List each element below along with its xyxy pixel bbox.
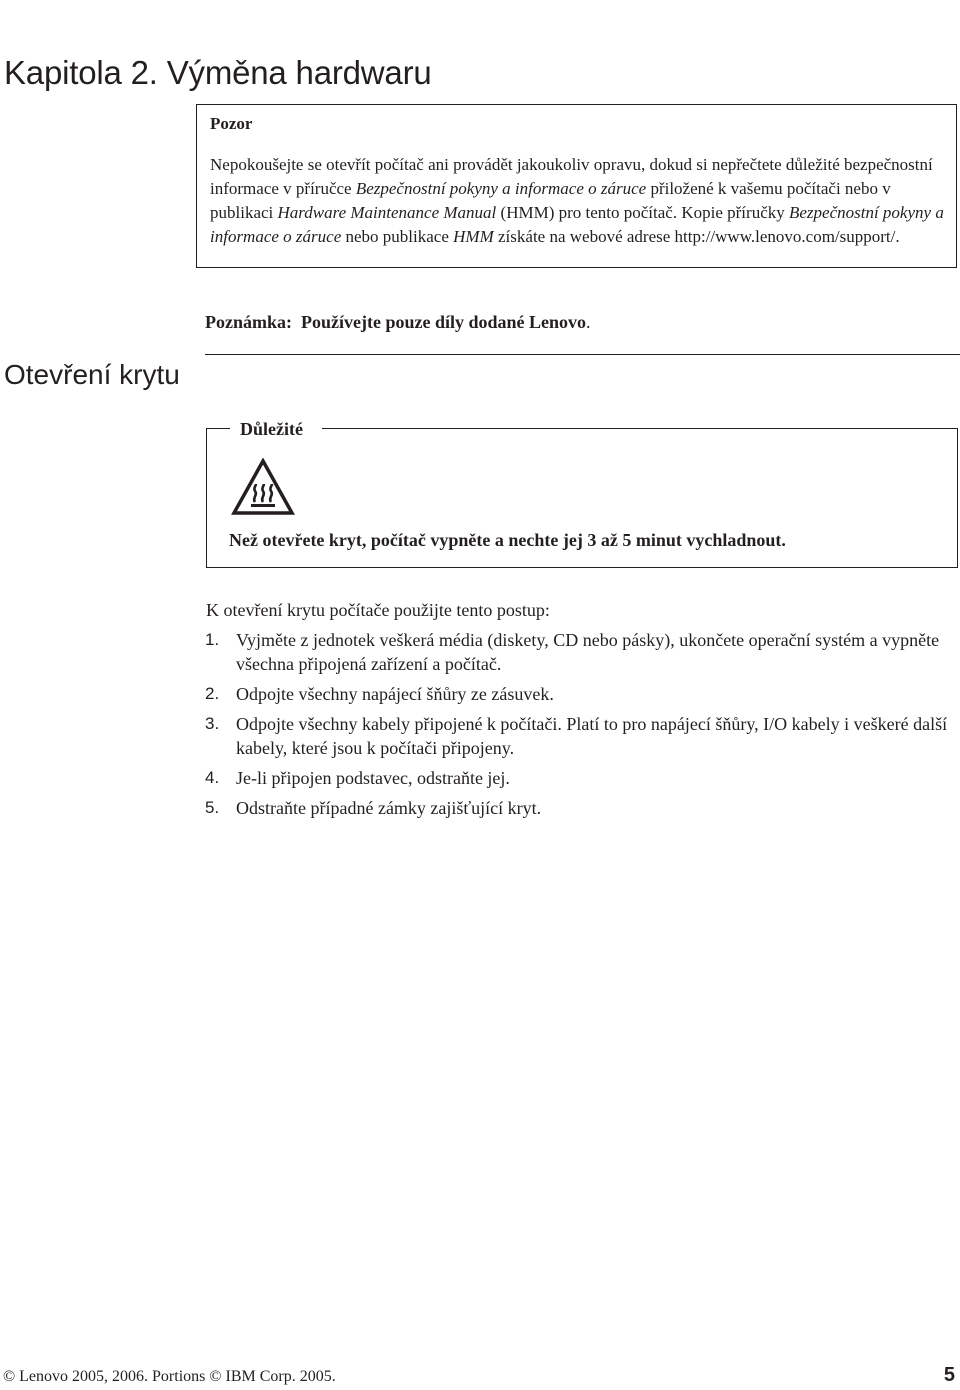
attention-text-part: HMM (453, 227, 494, 246)
page-number: 5 (943, 1364, 955, 1386)
cooling-warning: Než otevřete kryt, počítač vypněte a nechte jej 3 až 5 minut vychladnout. (229, 530, 786, 550)
attention-text-part: Hardware Maintenance Manual (277, 203, 497, 222)
chapter-title: Kapitola 2. Výměna hardwaru (4, 54, 432, 91)
attention-text-part: nebo publikace (341, 227, 454, 246)
step-number: 5. (205, 798, 220, 817)
section-divider (205, 354, 960, 355)
attention-text (210, 153, 945, 249)
footer-copyright: © Lenovo 2005, 2006. Portions © IBM Corp. 2005. (3, 1368, 336, 1385)
step-item (205, 712, 950, 760)
step-text: Vyjměte z jednotek veškerá média (diskety, CD nebo pásky), ukončete operační systém a vypněte všechna připojená zařízení a počítač. (236, 630, 940, 674)
important-box (206, 419, 958, 568)
step-item (205, 796, 950, 820)
step-item (205, 682, 950, 706)
attention-text-part: Bezpečnostní pokyny a informace o záruce (355, 179, 647, 198)
step-number: 3. (205, 714, 220, 733)
step-text: Odstraňte případné zámky zajišťující kryt. (236, 798, 542, 818)
step-item (205, 766, 950, 790)
attention-box (196, 104, 957, 268)
note-end: . (586, 312, 591, 332)
attention-text-part: Bezpečnostní pokyny a informace o záruce (210, 203, 944, 246)
step-item (205, 628, 950, 676)
important-box-border (206, 428, 230, 429)
attention-text-part: získáte na webové adrese http://www.lenovo.com/support/. (493, 227, 900, 246)
step-text: Odpojte všechny kabely připojené k počítači. Platí to pro napájecí šňůry, I/O kabely i veškeré další kabely, které jsou k počítači připojeny. (236, 714, 948, 758)
attention-title: Pozor (210, 114, 253, 133)
hot-surface-warning-icon (231, 458, 295, 516)
note-label: Poznámka: (205, 312, 292, 332)
step-number: 2. (205, 684, 220, 703)
section-title: Otevření krytu (4, 359, 180, 390)
attention-text-part: (HMM) pro tento počítač. Kopie příručky (496, 203, 789, 222)
step-number: 1. (205, 630, 220, 649)
attention-text-part: přiložené k vašemu počítači nebo v publikaci (210, 179, 891, 222)
important-title: Důležité (240, 419, 303, 439)
procedure-intro: K otevření krytu počítače použijte tento postup: (206, 600, 550, 620)
note-text: Používejte pouze díly dodané Lenovo (301, 312, 587, 332)
attention-text-part: Nepokoušejte se otevřít počítač ani provádět jakoukoliv opravu, dokud si nepřečtete důležité bezpečnostní informace v příručce (210, 155, 933, 198)
step-text: Je-li připojen podstavec, odstraňte jej. (236, 768, 510, 788)
note (205, 309, 591, 335)
procedure-steps (205, 628, 950, 826)
important-box-border (322, 428, 958, 429)
step-number: 4. (205, 768, 220, 787)
step-text: Odpojte všechny napájecí šňůry ze zásuvek. (236, 684, 554, 704)
